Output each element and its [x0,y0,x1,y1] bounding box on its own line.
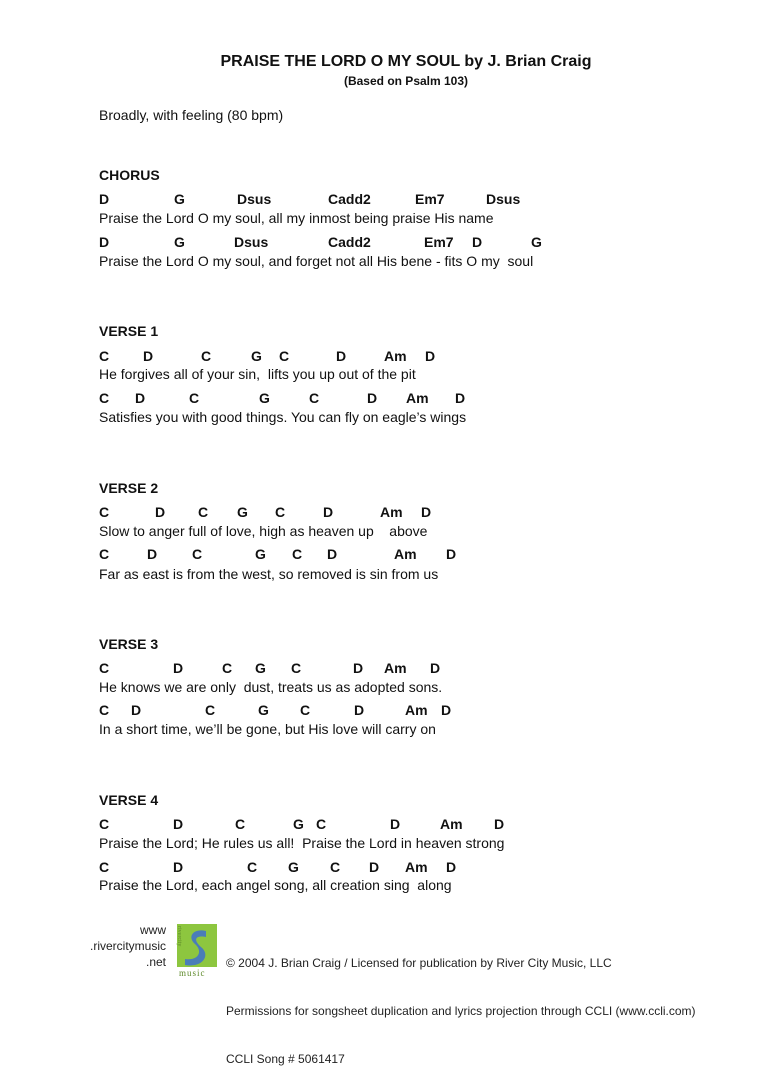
lyric-line: Praise the Lord, each angel song, all creation sing along [99,877,452,893]
chord: D [441,702,452,718]
chord: D [353,660,364,676]
chord: D [327,546,338,562]
chord: Am [440,816,463,832]
chord: D [425,348,436,364]
chord: C [99,546,110,562]
chord: C [291,660,302,676]
chord: C [309,390,320,406]
chord: Am [380,504,403,520]
chord: D [430,660,441,676]
chord-line [99,234,719,252]
chord: Cadd2 [328,191,371,207]
chord: Am [384,660,407,676]
section-heading: VERSE 4 [99,792,159,808]
chord: Am [384,348,407,364]
chord: C [292,546,303,562]
chord: C [201,348,212,364]
chord: G [174,234,185,250]
chord: Am [405,702,428,718]
chord: C [192,546,203,562]
website-label[interactable] [90,922,166,970]
chord: D [455,390,466,406]
permissions-line: Permissions for songsheet duplication and lyrics projection through CCLI (www.ccli.com) [226,1004,696,1018]
chord: Am [406,390,429,406]
chord: D [143,348,154,364]
lyric-line: He forgives all of your sin, lifts you up out of the pit [99,366,416,382]
chord: C [330,859,341,875]
section-heading: VERSE 2 [99,480,159,496]
section-heading: VERSE 1 [99,323,159,339]
chord-line [99,816,719,834]
logo-bottom-text: music [179,968,206,977]
chord: G [258,702,269,718]
chord: D [99,234,110,250]
lyric-line: Far as east is from the west, so removed is sin from us [99,566,439,582]
chord-line [99,348,719,366]
chord-line [99,660,719,678]
chord: G [255,660,266,676]
copyright-block [226,923,696,1083]
chord: D [421,504,432,520]
chord: C [198,504,209,520]
chord-line [99,504,719,522]
chord: C [99,660,110,676]
chord: Em7 [415,191,445,207]
chord: Em7 [424,234,454,250]
chord: D [323,504,334,520]
copyright-line: © 2004 J. Brian Craig / Licensed for publication by River City Music, LLC [226,956,612,970]
chord: C [316,816,327,832]
section-heading: CHORUS [99,167,160,183]
chord: G [288,859,299,875]
chord: C [99,504,110,520]
chord: Cadd2 [328,234,371,250]
chord: C [205,702,216,718]
chord: D [336,348,347,364]
chord: D [390,816,401,832]
lyric-line: He knows we are only dust, treats us as adopted sons. [99,679,443,695]
chord: C [99,859,110,875]
chord: C [247,859,258,875]
chord: G [251,348,262,364]
www-line: .net [145,955,166,969]
chord: D [446,859,457,875]
chord: D [147,546,158,562]
chord: D [173,859,184,875]
chord-line [99,546,719,564]
chord-line [99,191,719,209]
chord: Dsus [237,191,272,207]
chord: Am [394,546,417,562]
lyric-line: Satisfies you with good things. You can fly on eagle’s wings [99,409,467,425]
ccli-line: CCLI Song # 5061417 [226,1052,345,1066]
chord: C [279,348,290,364]
chord: D [155,504,166,520]
chord: G [237,504,248,520]
chord: G [293,816,304,832]
chord: D [369,859,380,875]
chord: D [367,390,378,406]
chord: D [135,390,146,406]
page-subtitle: (Based on Psalm 103) [343,74,469,88]
chord: Am [405,859,428,875]
section-heading: VERSE 3 [99,636,159,652]
chord: C [235,816,246,832]
chord: C [300,702,311,718]
chord: C [99,816,110,832]
chord: Dsus [486,191,521,207]
chord: D [131,702,142,718]
chord: D [446,546,457,562]
chord: C [275,504,286,520]
lyric-line: Slow to anger full of love, high as heaven up above [99,523,428,539]
www-line: .rivercitymusic [89,939,166,953]
chord: D [472,234,483,250]
chord: C [99,348,110,364]
chord: G [174,191,185,207]
www-line: www [140,923,166,937]
chord: G [255,546,266,562]
chord: Dsus [234,234,269,250]
chord: C [99,702,110,718]
chord: D [99,191,110,207]
chord: D [494,816,505,832]
chord: C [189,390,200,406]
chord: D [354,702,365,718]
chord: D [173,660,184,676]
chord: C [99,390,110,406]
chord: D [173,816,184,832]
page-title: PRAISE THE LORD O MY SOUL by J. Brian Craig [220,53,592,70]
chord-line [99,702,719,720]
chord-line [99,390,719,408]
lyric-line: Praise the Lord; He rules us all! Praise the Lord in heaven strong [99,835,505,851]
logo-top-text: rivercity [176,926,182,947]
rivercity-music-logo [173,923,219,977]
tempo-marking: Broadly, with feeling (80 bpm) [99,107,284,123]
lyric-line: Praise the Lord O my soul, all my inmost being praise His name [99,210,494,226]
chord: G [259,390,270,406]
chord-line [99,859,719,877]
lyric-line: In a short time, we’ll be gone, but His love will carry on [99,721,436,737]
lyric-line: Praise the Lord O my soul, and forget not all His bene - fits O my soul [99,253,534,269]
chord: G [531,234,542,250]
chord: C [222,660,233,676]
